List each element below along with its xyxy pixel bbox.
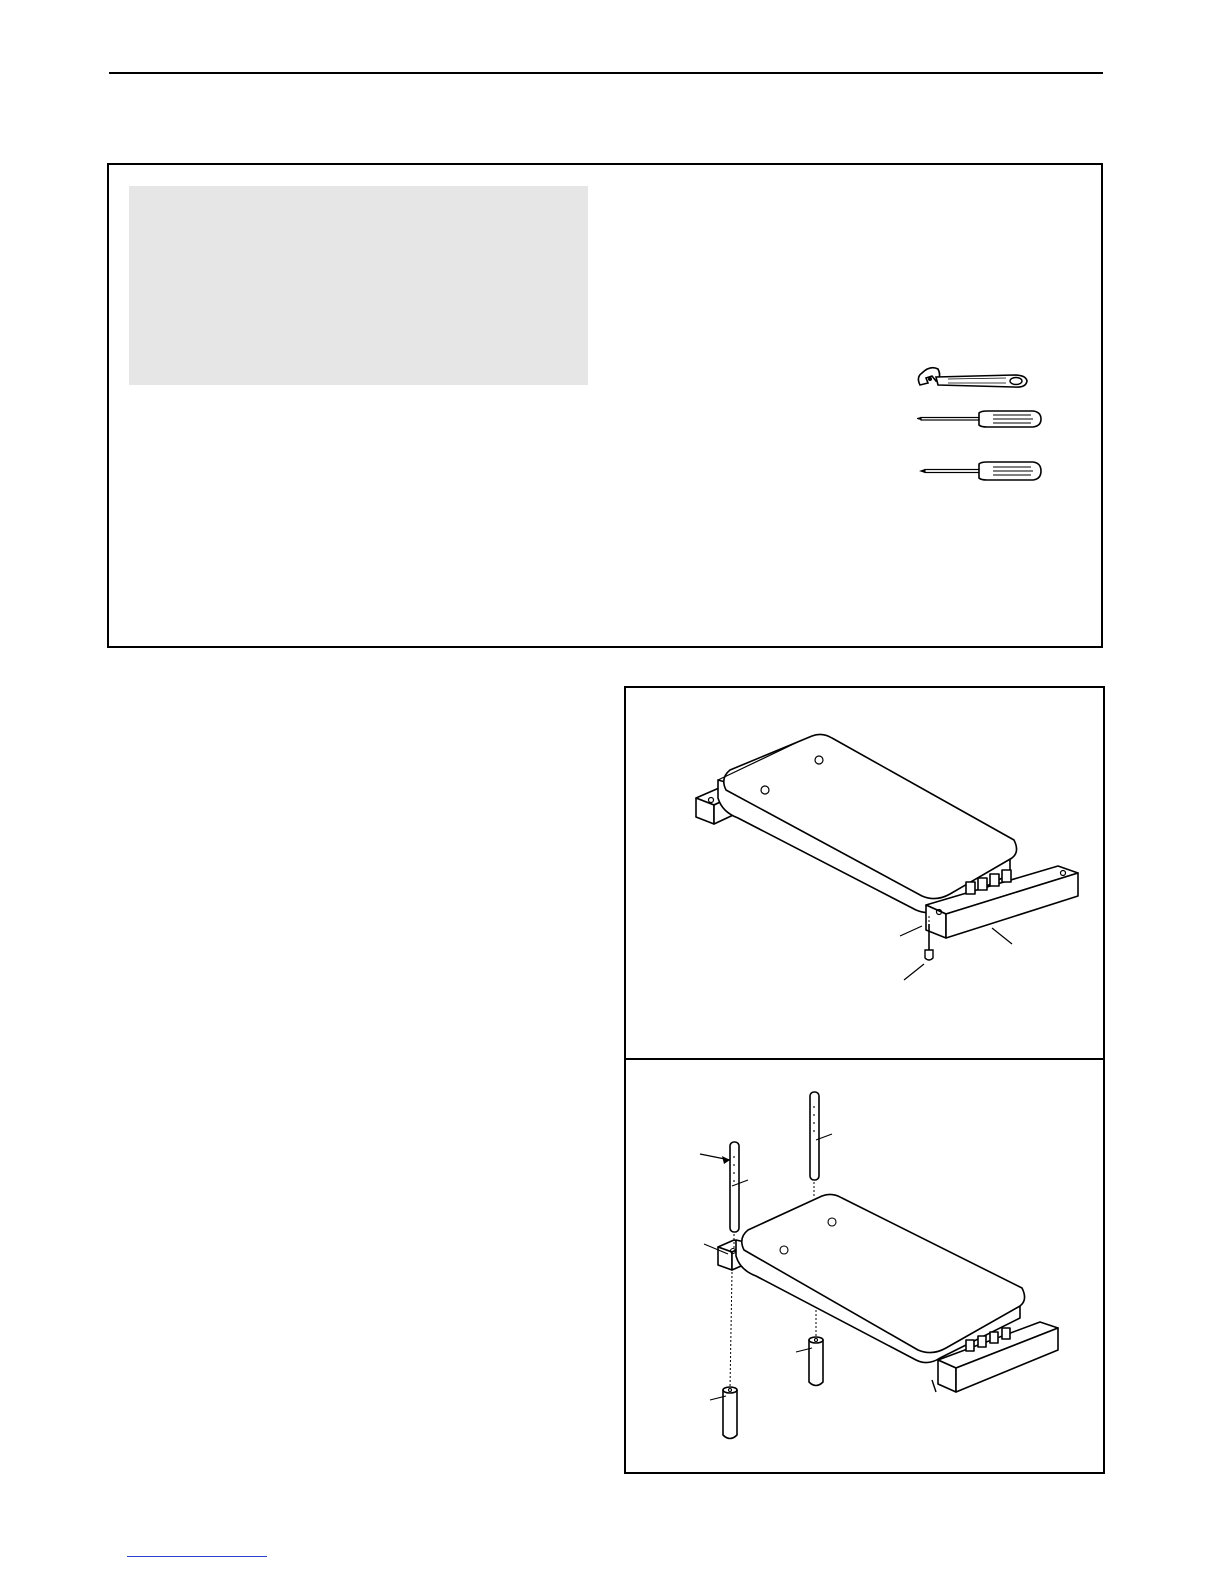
figure-2 — [624, 1058, 1105, 1474]
adjustable-wrench-icon — [914, 363, 1034, 399]
seat-posts-assembly-icon — [626, 1060, 1103, 1472]
shaded-note-panel — [129, 186, 588, 385]
assembly-intro-box — [107, 163, 1103, 648]
figure-1 — [624, 686, 1105, 1060]
phillips-screwdriver-icon — [917, 459, 1043, 483]
flat-head-screwdriver-icon — [915, 408, 1043, 430]
seat-frame-assembly-icon — [626, 688, 1103, 1058]
footer-link-underline[interactable] — [127, 1556, 267, 1557]
header-rule — [109, 72, 1103, 74]
